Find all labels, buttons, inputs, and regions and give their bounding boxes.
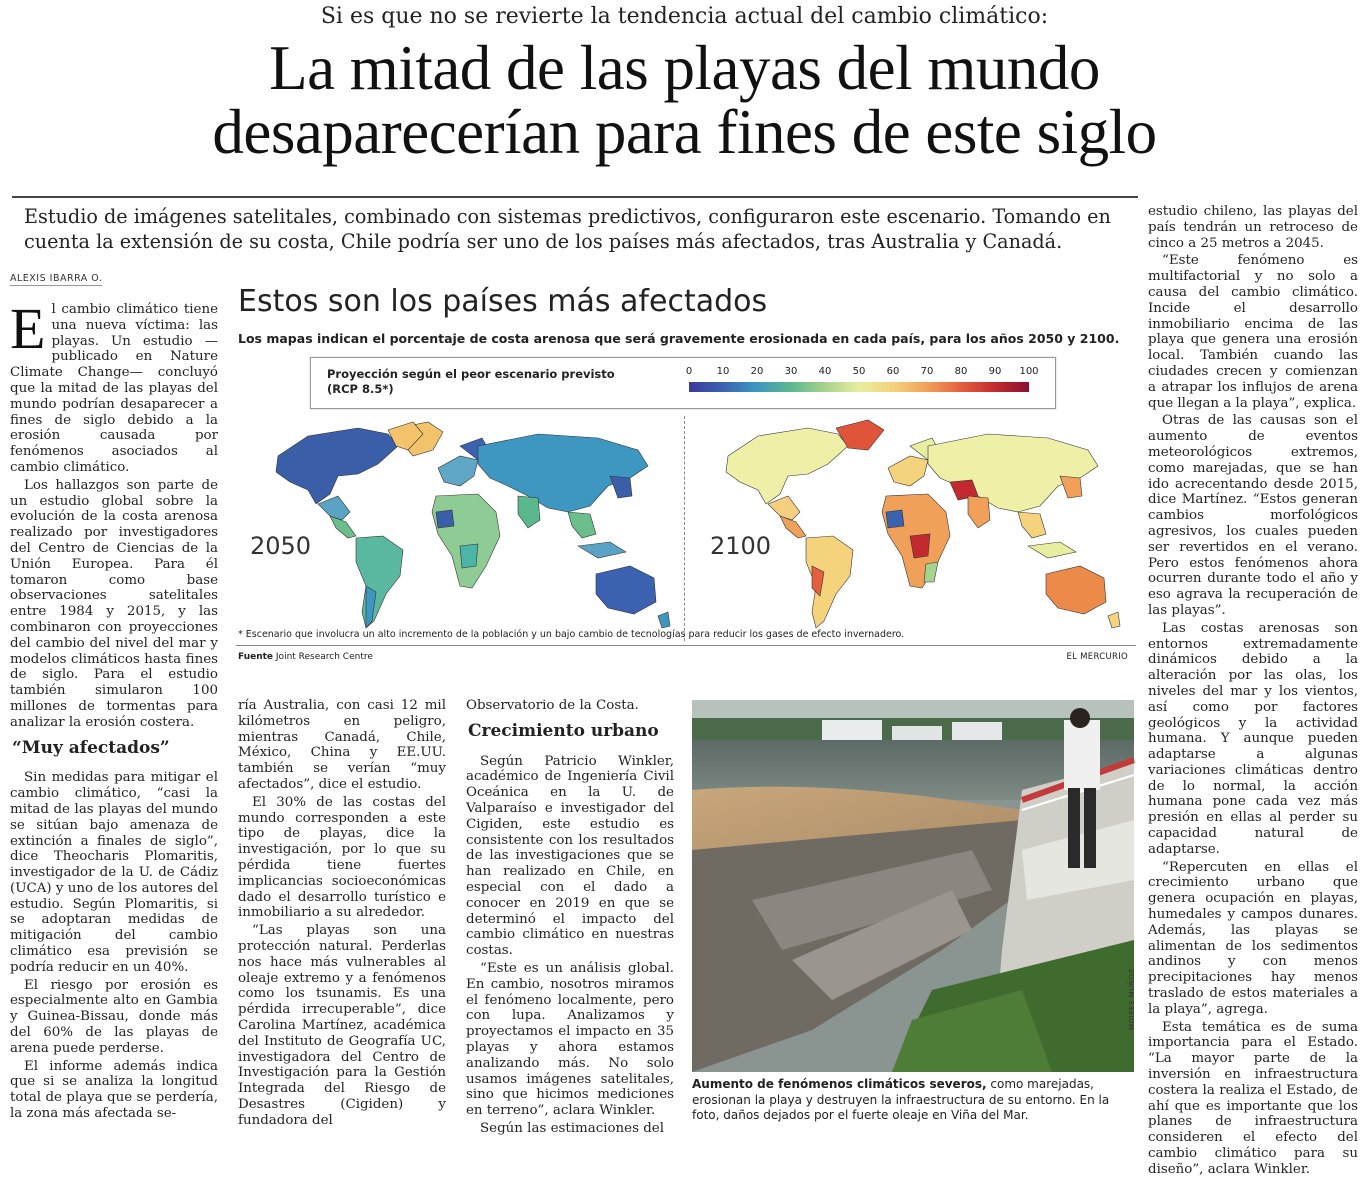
subhead-muy-afectados: “Muy afectados” [12, 737, 170, 758]
scale-tick: 10 [716, 366, 730, 377]
kicker: Si es que no se revierte la tendencia actual del cambio climático: [320, 4, 1049, 29]
headline-line-2: desaparecerían para fines de este siglo [212, 97, 1157, 167]
photo-credit: MOISÉS MUÑOZ [1128, 968, 1136, 1030]
color-legend [310, 357, 1056, 409]
graphic-footnote: * Escenario que involucra un alto incremento de la población y un bajo cambio de tecnologías para reducir los gases de efecto invernadero. [238, 629, 905, 640]
scale-tick: 50 [852, 366, 866, 377]
scale-tick: 100 [1019, 366, 1039, 377]
col2-paragraph-1: ría Australia, con casi 12 mil kilómetros en peligro, mientras Canadá, Chile, México, China y EE.UU. también se verían “muy afectados”, dice el estudio. [238, 698, 446, 792]
col4-paragraph-6: Esta temática es de suma importancia para el Estado. “La mayor parte de la inversión en infraestructura costera la realiza el Estado, de ahí que es importante que los planes de infraestructura consideren el efecto del cambio climático para su diseño”, aclara Winkler. [1148, 1019, 1358, 1177]
scale-tick: 90 [988, 366, 1002, 377]
graphic-title: Estos son los países más afectados [238, 284, 768, 319]
graphic-subtitle: Los mapas indican el porcentaje de costa arenosa que será gravemente erosionada en cada país, para los años 2050 y 2100. [238, 331, 1120, 346]
col4-paragraph-3: Otras de las causas son el aumento de eventos meteorológicos extremos, como marejadas, que se han ido acrecentando desde 2015, dice Martínez. “Estos generan cambios morfológicos agresivos, los cuales pueden ser revertidos en el verano. Pero estos fenómenos ahora ocurren durante todo el año y eso agrava la recuperación de las playas”. [1148, 413, 1358, 618]
column-3 [466, 698, 674, 1139]
photo-illustration [692, 700, 1134, 1072]
legend-title [327, 367, 615, 397]
graphic-rule [236, 645, 1136, 646]
photo-caption [692, 1077, 1138, 1124]
column-2 [238, 698, 446, 1131]
year-label-2100: 2100 [710, 532, 772, 560]
column-1 [10, 296, 218, 1124]
col4-paragraph-2: “Este fenómeno es multifactorial y no solo a causa del cambio climático. Incide el desarrollo inmobiliario encima de las playa que genera una erosión local. También cuando las ciudades crecen y comienzan a atrapar los influjos de arena que llegan a la playa”, explica. [1148, 253, 1358, 411]
col3-paragraph-3: “Este es un análisis global. En cambio, nosotros miramos el fenómeno localmente, pero con lupa. Analizamos y proyectamos el impacto en 35 playas y ahora estamos analizando más. No solo usamos imágenes satelitales, sino que hicimos mediciones en terreno”, aclara Winkler. [466, 960, 674, 1119]
col3-paragraph-4: Según las estimaciones del [480, 1120, 665, 1136]
source-label: Fuente [238, 652, 274, 662]
subhead-crecimiento-urbano: Crecimiento urbano [468, 720, 659, 741]
col1-paragraph-3: Sin medidas para mitigar el cambio climático, “casi la mitad de las playas del mundo se sitúan bajo amenaza de extinción a finales de siglo”, dice Theocharis Plomaritis, investigador de la U. de Cádiz (UCA) y uno de los autores del estudio. Según Plomaritis, si se adoptaran medidas de mitigación del cambio climático esa previsión se podría reducir en un 40%. [10, 770, 218, 975]
legend-title-line-1: Proyección según el peor escenario previsto [327, 367, 615, 381]
drop-cap: E [10, 296, 46, 361]
color-scale [685, 366, 1039, 402]
scale-tick: 70 [920, 366, 934, 377]
map-graphic [236, 274, 1136, 666]
legend-title-line-2: (RCP 8.5*) [327, 382, 394, 396]
col1-paragraph-1: l cambio climático tiene una nueva víctima: las playas. Un estudio —publicado en Nature Climate Change— concluyó que la mitad de las playas del mundo podrían desaparecer a fines de siglo debido a la erosión causada por fenómenos asociados al cambio climático. [10, 302, 218, 475]
col4-paragraph-4: Las costas arenosas son entornos extremadamente dinámicos debido a la alteración por las olas, los niveles del mar y los vientos, así como por factores geológicos y la actividad humana. Y aunque pueden adaptarse a algunas variaciones climáticas dentro de lo normal, la acción humana pone cada vez más presión en ellas al perder su capacidad natural de adaptarse. [1148, 620, 1358, 857]
year-label-2050: 2050 [250, 532, 312, 560]
scale-tick: 30 [784, 366, 798, 377]
headline-line-1: La mitad de las playas del mundo [269, 33, 1100, 103]
scale-tick: 20 [750, 366, 764, 377]
col4-paragraph-1: estudio chileno, las playas del país tendrán un retroceso de cinco a 25 metros a 2045. [1148, 204, 1358, 251]
scale-tick: 40 [818, 366, 832, 377]
graphic-credit: EL MERCURIO [1066, 652, 1128, 662]
col4-paragraph-5: “Repercuten en ellas el crecimiento urbano que genera ocupación en playas, humedales y campos dunares. Además, las playas se alimentan de los sedimentos andinos y con menos precipitaciones hay menos traslado de estos materiales a la playa”, agrega. [1148, 859, 1358, 1017]
graphic-source [238, 652, 373, 662]
color-ramp [689, 382, 1029, 392]
col3-paragraph-1: Observatorio de la Costa. [466, 698, 639, 713]
col1-paragraph-5: El informe además indica que si se analiza la longitud total de playa que se perdería, la zona más afectada se- [10, 1058, 218, 1122]
col2-paragraph-2: El 30% de las costas del mundo corresponden a este tipo de playas, dice la investigación, por lo que su pérdida tiene fuertes implicancias socioeconómicas dado el desarrollo turístico e inmobiliario a su alrededor. [238, 794, 446, 921]
header-rule [12, 196, 1138, 198]
col1-paragraph-4: El riesgo por erosión es especialmente alto en Gambia y Guinea-Bissau, donde más del 60% de las playas de arena puede perderse. [10, 977, 218, 1056]
headline [0, 33, 1369, 167]
col2-paragraph-3: “Las playas son una protección natural. Perderlas nos hace más vulnerables al oleaje extremo y a fenómenos como los tsunamis. Es una pérdida irrecuperable”, dice Carolina Martínez, académica del Instituto de Geografía UC, investigadora del Centro de Investigación para la Gestión Integrada del Riesgo de Desastres (Cigiden) y fundadora del [238, 923, 446, 1128]
col3-paragraph-2: Según Patricio Winkler, académico de Ingeniería Civil Oceánica en la U. de Valparaíso e investigador del Cigiden, este estudio es consistente con los resultados de las investigaciones que se han realizado en Chile, en especial con el dado a conocer en 2019 en que se determinó el impacto del cambio climático en nuestras costas. [466, 753, 674, 959]
caption-text: como marejadas, erosionan la playa y destruyen la infraestructura de su entorno. En la foto, daños dejados por el fuerte oleaje en Viña del Mar. [692, 1077, 1110, 1122]
news-photo [692, 700, 1134, 1072]
col1-paragraph-2: Los hallazgos son parte de un estudio global sobre la evolución de la costa arenosa realizado por investigadores del Centro de Ciencias de la Unión Europea. Para él tomaron como base observaciones satelitales entre 1984 y 2015, y las combinaron con proyecciones del cambio del nivel del mar y modelos climáticos hasta fines de siglo. Para el estudio también simularon 100 millones de tormentas para analizar la erosión costera. [10, 477, 218, 730]
scale-tick: 0 [685, 366, 693, 377]
scale-tick: 80 [954, 366, 968, 377]
deck: Estudio de imágenes satelitales, combinado con sistemas predictivos, configuraron este escenario. Tomando en cuenta la extensión de su costa, Chile podría ser uno de los países más afectados, tras Australia y Canadá. [24, 205, 1111, 253]
source-value: Joint Research Centre [275, 652, 373, 662]
column-4 [1148, 204, 1358, 1180]
map-divider [684, 416, 685, 641]
scale-tick: 60 [886, 366, 900, 377]
byline: ALEXIS IBARRA O. [10, 273, 103, 284]
caption-lead: Aumento de fenómenos climáticos severos, [692, 1077, 987, 1091]
